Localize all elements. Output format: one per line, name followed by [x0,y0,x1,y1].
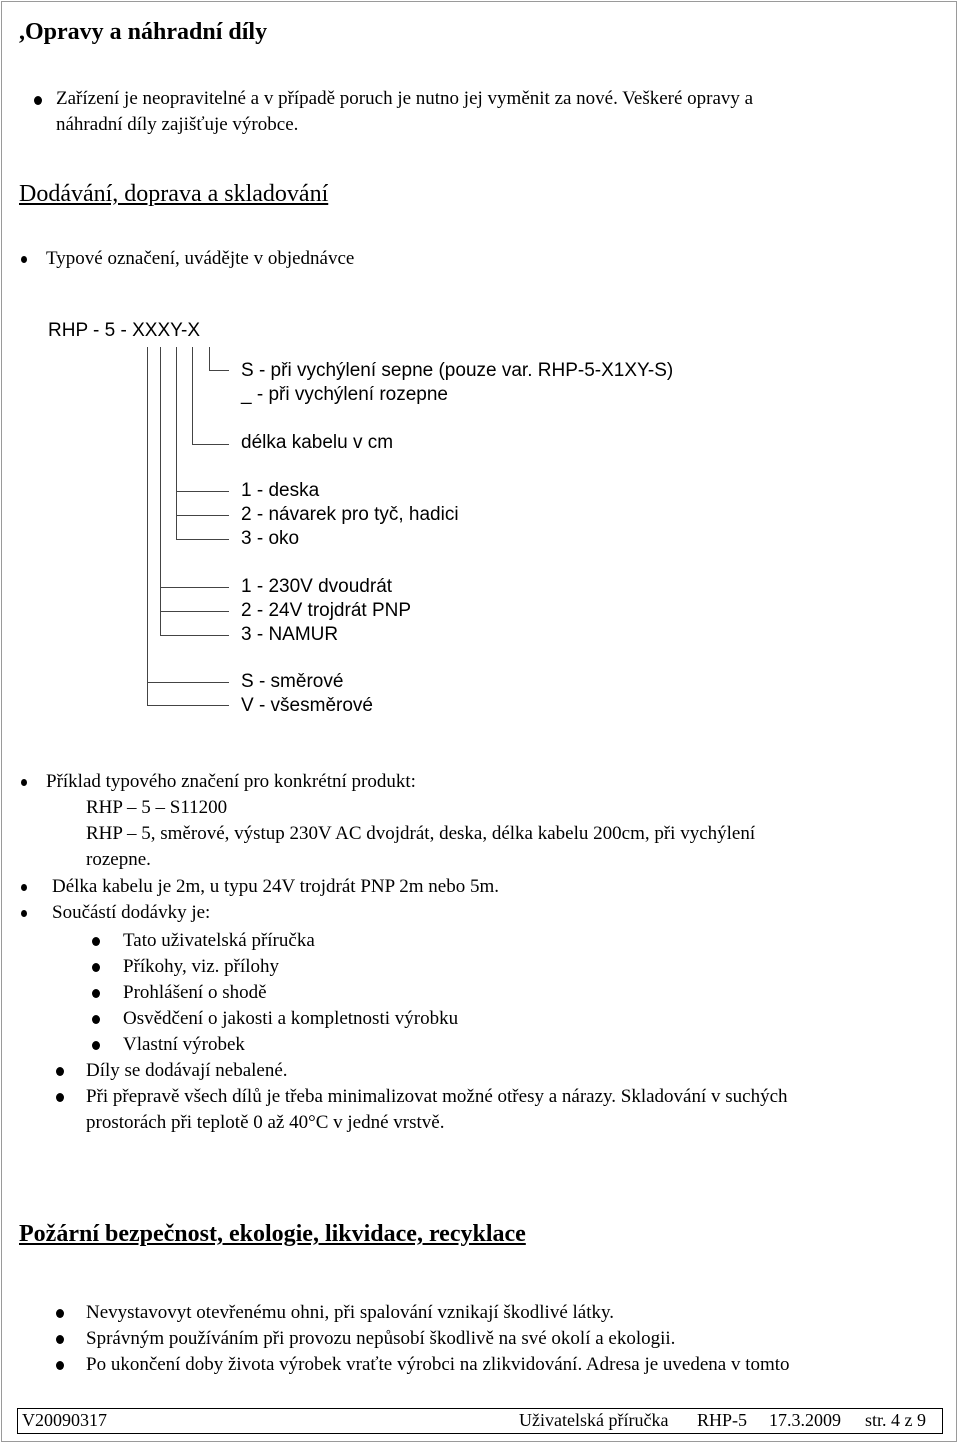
footer-version: V20090317 [22,1410,107,1430]
footer-doc: Uživatelská příručka [519,1410,669,1430]
fire-item: Po ukončení doby života výrobek vraťte výrobci na zlikvidování. Adresa je uvedena v tomto [86,1354,790,1375]
diagram-mount-3: 3 - oko [241,528,300,549]
contents-item: Prohlášení o shodě [123,982,267,1003]
example-code: RHP – 5 – S11200 [86,797,228,818]
unpacked-info: Díly se dodávají nebalené. [86,1060,288,1081]
bullet [56,1067,64,1076]
diagram-direction-v: V - všesměrové [241,695,373,716]
example-desc-1: RHP – 5, směrové, výstup 230V AC dvojdrát, deska, délka kabelu 200cm, při vychýlení [86,823,756,844]
bullet [92,989,100,998]
contents-item: Tato uživatelská příručka [123,930,315,951]
example-desc-2: rozepne. [86,849,151,870]
bullet [56,1093,64,1102]
bullet [56,1361,64,1370]
contents-item: Příkohy, viz. přílohy [123,956,280,977]
contents-item: Osvědčení o jakosti a kompletnosti výrobku [123,1008,459,1029]
diagram-switch-close: S - při vychýlení sepne (pouze var. RHP-5-X1XY-S) [241,360,674,381]
section-title-fire: Požární bezpečnost, ekologie, likvidace, recyklace [19,1221,526,1247]
transport-info-1: Při přepravě všech dílů je třeba minimalizovat možné otřesy a nárazy. Skladování v suchých [86,1086,788,1107]
fire-item: Nevystavovyt otevřenému ohni, při spalování vznikají škodlivé látky. [86,1302,615,1323]
repairs-text-1: Zařízení je neopravitelné a v případě poruch je nutno jej vyměnit za nové. Veškeré opravy a [56,88,754,109]
diagram-mount-1: 1 - deska [241,480,320,501]
bullet [92,1015,100,1024]
contents-label: Součástí dodávky je: [52,902,211,923]
bullet [92,963,100,972]
footer-page: str. 4 z 9 [865,1410,927,1430]
bullet [56,1335,64,1344]
diagram-output-3: 3 - NAMUR [241,624,339,645]
bullet [21,884,27,891]
diagram-output-2: 2 - 24V trojdrát PNP [241,600,412,621]
bullet [92,937,100,946]
cable-info: Délka kabelu je 2m, u typu 24V trojdrát PNP 2m nebo 5m. [52,876,499,897]
fire-item: Správným používáním při provozu nepůsobí škodlivě na své okolí a ekologii. [86,1328,676,1349]
transport-info-2: prostorách při teplotě 0 až 40°C v jedné vrstvě. [86,1112,445,1133]
bullet [92,1041,100,1050]
diagram-output-1: 1 - 230V dvoudrát [241,576,393,597]
bullet [56,1309,64,1318]
footer-model: RHP-5 [697,1410,748,1430]
section-title-repairs: ,Opravy a náhradní díly [19,19,268,45]
bullet [21,910,27,917]
diagram-direction-s: S - směrové [241,671,344,692]
diagram-mount-2: 2 - návarek pro tyč, hadici [241,504,459,525]
bullet [34,96,42,105]
bullet [21,779,27,786]
example-label: Příklad typového značení pro konkrétní produkt: [46,771,416,792]
section-title-delivery: Dodávání, doprava a skladování [19,181,329,207]
diagram-cable-length: délka kabelu v cm [241,432,394,453]
contents-item: Vlastní výrobek [123,1034,245,1055]
bullet [21,256,27,263]
repairs-text-2: náhradní díly zajišťuje výrobce. [56,114,299,135]
diagram-switch-open: _ - při vychýlení rozepne [241,384,448,405]
footer-date: 17.3.2009 [769,1410,841,1430]
type-label: Typové označení, uvádějte v objednávce [46,248,355,269]
type-code: RHP - 5 - XXXY-X [48,320,201,341]
